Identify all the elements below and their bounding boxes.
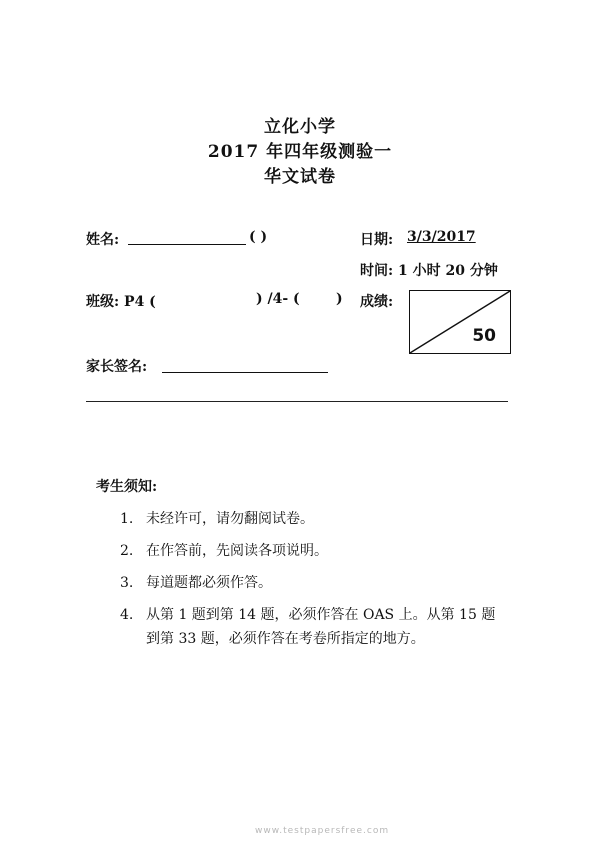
score-label: 成绩: (360, 294, 394, 310)
note-item (120, 572, 272, 592)
note-number: 4. (120, 607, 134, 623)
score-total: 50 (472, 326, 496, 346)
time-allowed: 时间: 1 小时 20 分钟 (360, 263, 498, 279)
class-index-label: ) /4- ( (256, 291, 300, 307)
note-number: 1. (120, 511, 134, 527)
note-item-continued: 到第 33 题，必须作答在考卷所指定的地方。 (146, 631, 425, 647)
name-paren: ( ) (249, 229, 268, 245)
note-item (120, 604, 495, 624)
note-text: 每道题都必须作答。 (146, 575, 272, 591)
school-name: 立化小学 (264, 117, 336, 137)
note-item (120, 540, 328, 560)
name-label: 姓名: (86, 232, 120, 248)
name-field[interactable] (128, 244, 246, 245)
divider (86, 401, 508, 402)
note-number: 3. (120, 575, 134, 591)
date-value: 3/3/2017 (407, 229, 476, 245)
note-text: 未经许可，请勿翻阅试卷。 (146, 511, 314, 527)
note-number: 2. (120, 543, 134, 559)
footer-watermark: www.testpapersfree.com (255, 826, 390, 836)
class-close-paren: ) (336, 291, 343, 307)
notes-title: 考生须知: (96, 479, 158, 495)
note-text: 在作答前，先阅读各项说明。 (146, 543, 328, 559)
score-box[interactable] (409, 290, 511, 354)
parent-signature-field[interactable] (162, 372, 328, 373)
note-item (120, 508, 314, 528)
class-label: 班级: P4 ( (86, 294, 156, 310)
subject-title: 华文试卷 (264, 167, 336, 187)
date-label: 日期: (360, 232, 394, 248)
parent-signature-label: 家长签名: (86, 359, 148, 375)
exam-title: 2017 年四年级测验一 (207, 142, 393, 162)
note-text: 从第 1 题到第 14 题，必须作答在 OAS 上。从第 15 题 (146, 607, 496, 623)
